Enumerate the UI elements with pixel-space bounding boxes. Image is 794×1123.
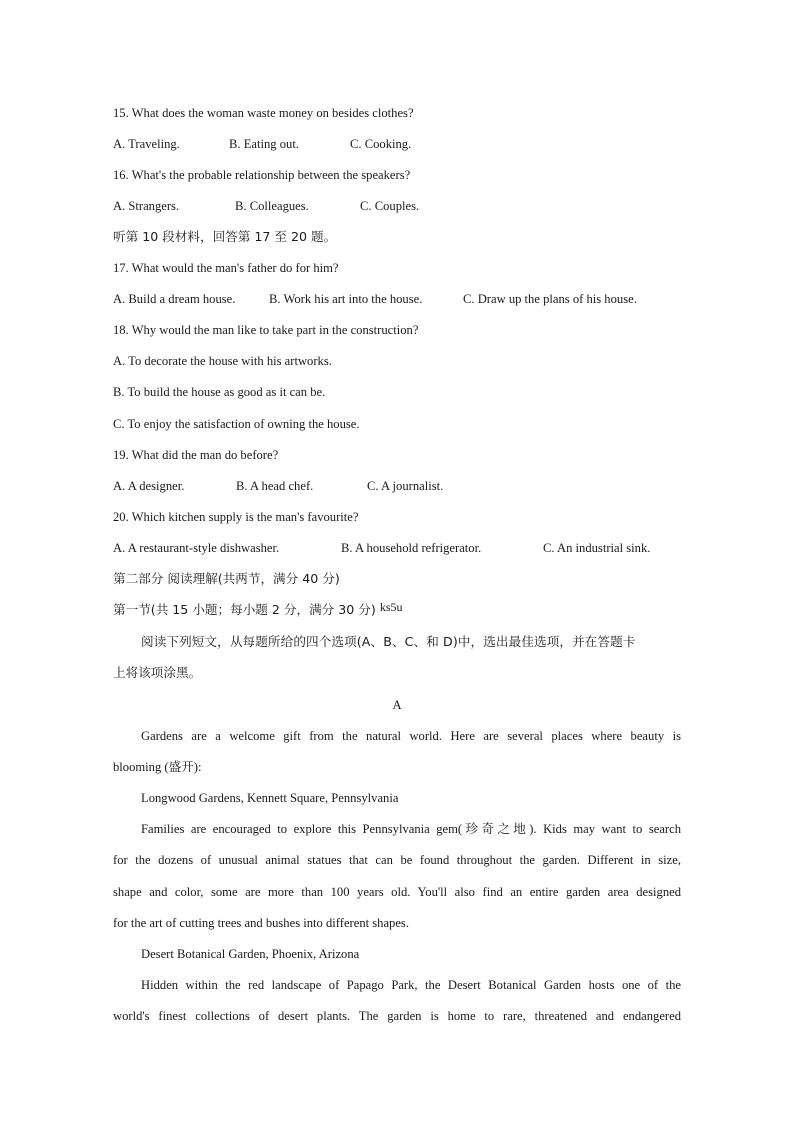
q19-option-c: C. A journalist. bbox=[367, 479, 444, 493]
q20-option-b: B. A household refrigerator. bbox=[341, 541, 482, 555]
q16-option-a: A. Strangers. bbox=[113, 199, 180, 213]
q15-options bbox=[113, 136, 681, 152]
q17-option-c: C. Draw up the plans of his house. bbox=[463, 292, 637, 306]
q20-option-c: C. An industrial sink. bbox=[543, 541, 651, 555]
q19-option-a: A. A designer. bbox=[113, 479, 185, 493]
passage-label: A bbox=[392, 698, 402, 712]
garden2-line1: Hidden within the red landscape of Papago Park, the Desert Botanical Garden hosts one of the bbox=[141, 978, 681, 992]
garden1-line1: Families are encouraged to explore this Pennsylvania gem(珍奇之地). Kids may want to search bbox=[141, 822, 681, 836]
passage-intro-line1: Gardens are a welcome gift from the natural world. Here are several places where beauty is bbox=[141, 729, 681, 743]
garden2-name: Desert Botanical Garden, Phoenix, Arizona bbox=[141, 947, 360, 961]
q17-option-b: B. Work his art into the house. bbox=[269, 292, 423, 306]
q17-stem: 17. What would the man's father do for him? bbox=[113, 261, 339, 275]
q15-stem: 15. What does the woman waste money on besides clothes? bbox=[113, 106, 414, 120]
q15-option-b: B. Eating out. bbox=[229, 137, 299, 151]
section1-header-line bbox=[113, 602, 681, 618]
q18-stem: 18. Why would the man like to take part in the construction? bbox=[113, 323, 419, 337]
garden1-line3: shape and color, some are more than 100 years old. You'll also find an entire garden area designed bbox=[113, 885, 681, 899]
garden1-line4: for the art of cutting trees and bushes into different shapes. bbox=[113, 916, 409, 930]
section1-header: 第一节(共 15 小题；每小题 2 分，满分 30 分) bbox=[113, 602, 376, 617]
q16-options bbox=[113, 198, 681, 214]
q20-stem: 20. Which kitchen supply is the man's favourite? bbox=[113, 510, 359, 524]
passage-intro-line2: blooming (盛开): bbox=[113, 760, 202, 774]
garden1-line2: for the dozens of unusual animal statues that can be found throughout the garden. Different in size, bbox=[113, 853, 681, 867]
section10-instruction: 听第 10 段材料，回答第 17 至 20 题。 bbox=[113, 229, 337, 244]
q17-option-a: A. Build a dream house. bbox=[113, 292, 236, 306]
reading-instruction-line1: 阅读下列短文，从每题所给的四个选项(A、B、C、和 D)中，选出最佳选项，并在答题卡 bbox=[141, 634, 636, 649]
garden1-name: Longwood Gardens, Kennett Square, Pennsylvania bbox=[141, 791, 399, 805]
q15-option-c: C. Cooking. bbox=[350, 137, 412, 151]
reading-instruction-line2: 上将该项涂黑。 bbox=[113, 665, 202, 680]
q16-stem: 16. What's the probable relationship between the speakers? bbox=[113, 168, 411, 182]
q20-option-a: A. A restaurant-style dishwasher. bbox=[113, 541, 280, 555]
part2-title: 第二部分 阅读理解(共两节，满分 40 分) bbox=[113, 571, 340, 586]
q15-option-a: A. Traveling. bbox=[113, 137, 180, 151]
q16-option-b: B. Colleagues. bbox=[235, 199, 309, 213]
watermark-tag: ks5u bbox=[379, 600, 403, 614]
q19-option-b: B. A head chef. bbox=[236, 479, 314, 493]
q18-option-b: B. To build the house as good as it can be. bbox=[113, 385, 326, 399]
q20-options bbox=[113, 540, 681, 556]
q18-option-c: C. To enjoy the satisfaction of owning the house. bbox=[113, 417, 360, 431]
garden2-line2: world's finest collections of desert plants. The garden is home to rare, threatened and endangered bbox=[113, 1009, 681, 1023]
q19-options bbox=[113, 478, 681, 494]
q18-option-a: A. To decorate the house with his artworks. bbox=[113, 354, 332, 368]
q17-options bbox=[113, 291, 681, 307]
q16-option-c: C. Couples. bbox=[360, 199, 420, 213]
q19-stem: 19. What did the man do before? bbox=[113, 448, 279, 462]
